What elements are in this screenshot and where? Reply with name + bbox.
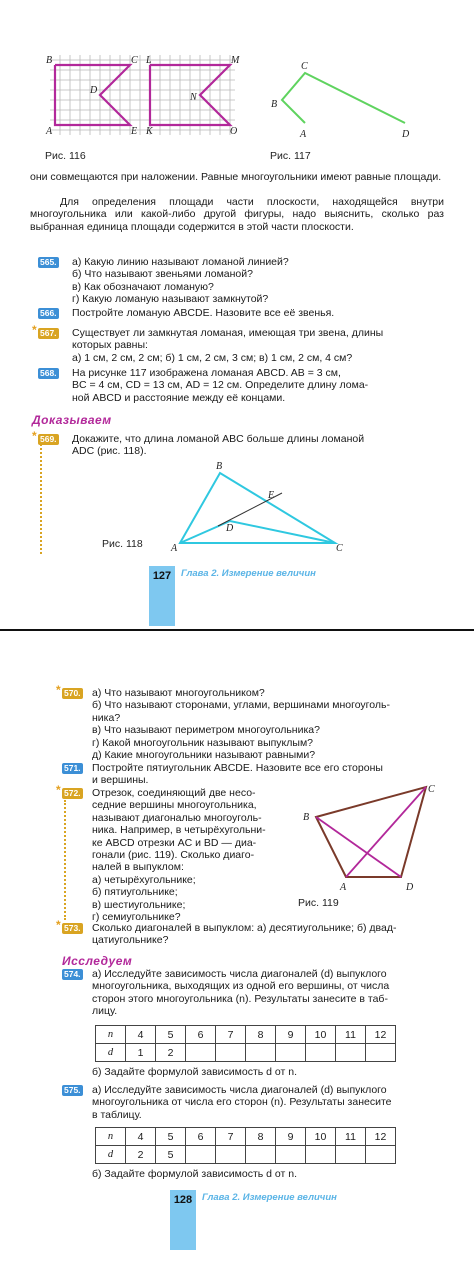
figure-117 [260, 55, 420, 145]
table-cell [366, 1044, 396, 1062]
fig116-label-m: M [231, 55, 240, 66]
exercise-571-line-2: и вершины. [92, 774, 149, 787]
table-cell: 11 [336, 1026, 366, 1044]
table-cell [186, 1146, 216, 1164]
exercise-568-line-3: ной ABCD и расстояние между её концами. [72, 391, 286, 404]
table-cell: 9 [276, 1128, 306, 1146]
exercise-575-table [95, 1127, 396, 1164]
exercise-565-number: 565. [40, 257, 57, 267]
fig117-label-d: D [402, 129, 410, 140]
exercise-572-dotted-rule [64, 800, 66, 920]
table-cell: 6 [186, 1128, 216, 1146]
page-footer-128 [170, 1190, 337, 1250]
table-cell [246, 1044, 276, 1062]
page-footer-127 [149, 566, 316, 626]
exercise-573 [92, 922, 440, 947]
table-cell: 7 [216, 1128, 246, 1146]
fig118-label-b: B [216, 461, 223, 472]
exercise-573-line-1: Сколько диагоналей в выпуклом: а) десятиугольнике; б) двад- [92, 922, 397, 934]
fig119-label-c: C [428, 784, 435, 795]
exercise-574 [92, 968, 440, 1018]
exercise-572-line-1: Отрезок, соединяющий две несо- [92, 787, 256, 799]
page-number-127: 127 [149, 566, 175, 626]
table-cell: 8 [246, 1128, 276, 1146]
polyline-abcd [282, 73, 405, 123]
exercise-575-line-2: многоугольника от числа его сторон (n). Результаты занесите [92, 1096, 392, 1109]
fig117-label-a: A [300, 129, 307, 140]
exercise-574-part-b: б) Задайте формулой зависимость d от n. [92, 1066, 297, 1078]
fig117-label-c: C [301, 61, 308, 72]
figure-116 [40, 50, 250, 145]
exercise-572-line-6: гонали (рис. 119). Сколько диаго- [92, 849, 255, 862]
fig117-caption: Рис. 117 [270, 150, 311, 162]
table-cell: n [96, 1128, 126, 1146]
polyline-adc [180, 521, 335, 543]
fig118-label-a: A [171, 543, 178, 554]
exercise-572-line-7: налей в выпуклом: [92, 861, 184, 874]
exercise-569-line-2: ADC (рис. 118). [72, 445, 147, 458]
exercise-572-d: г) семиугольнике? [92, 911, 181, 924]
exercise-570-b-cont: ника? [92, 711, 121, 724]
table-cell: 8 [246, 1026, 276, 1044]
table-cell: 9 [276, 1026, 306, 1044]
fig118-label-e: E [268, 490, 275, 501]
page-128 [0, 632, 474, 1261]
exercise-574-number: 574. [64, 969, 81, 979]
table-cell: d [96, 1044, 126, 1062]
table-cell: 5 [156, 1026, 186, 1044]
table-cell: 2 [156, 1044, 186, 1062]
exercise-573-number: * 573. [62, 923, 83, 934]
fig116-label-b: B [46, 55, 53, 66]
figure-118 [160, 458, 360, 558]
section-header-prove: Доказываем [32, 413, 112, 427]
exercise-567-number: * 567. [38, 328, 59, 339]
fig119-label-d: D [406, 882, 414, 892]
fig118-caption: Рис. 118 [102, 538, 143, 550]
exercise-572-line-2: седние вершины многоугольника, [92, 799, 257, 812]
section-dotted-rule [40, 444, 42, 554]
table-cell: 12 [366, 1128, 396, 1146]
exercise-570 [92, 687, 440, 761]
fig116-label-c: C [131, 55, 138, 66]
exercise-575-part-b: б) Задайте формулой зависимость d от n. [92, 1168, 297, 1180]
exercise-574-line-1: а) Исследуйте зависимость числа диагоналей (d) выпуклого [92, 968, 387, 980]
table-cell: 12 [366, 1026, 396, 1044]
exercise-570-d: г) Какой многоугольник называют выпуклым? [92, 736, 313, 749]
exercise-572 [92, 787, 292, 923]
section-header-research: Исследуем [62, 954, 133, 968]
fig116-label-o: O [230, 126, 238, 137]
fig116-label-n: N [190, 92, 197, 103]
exercise-574-line-3: сторон этого многоугольника (n). Результаты занесите в таб- [92, 992, 388, 1005]
exercise-574-table [95, 1025, 396, 1062]
exercise-572-a: а) четырёхугольнике; [92, 873, 196, 886]
exercise-571-line-1: Постройте пятиугольник ABCDE. Назовите все его стороны [92, 762, 383, 774]
table-cell [246, 1146, 276, 1164]
table-cell [276, 1044, 306, 1062]
exercise-568-line-2: BC = 4 см, CD = 13 см, AD = 12 см. Определите длину лома- [72, 379, 369, 392]
fig119-label-a: A [340, 882, 347, 892]
footer-chapter-title-128: Глава 2. Измерение величин [202, 1191, 337, 1203]
table-cell: 10 [306, 1128, 336, 1146]
exercise-575-line-1: а) Исследуйте зависимость числа диагоналей (d) выпуклого [92, 1084, 387, 1096]
table-cell [306, 1044, 336, 1062]
exercise-572-c: в) шестиугольнике; [92, 898, 186, 911]
fig116-label-a: A [46, 126, 53, 137]
fig119-label-b: B [303, 812, 310, 823]
diagonal-bd [316, 817, 401, 877]
fig116-label-d: D [90, 85, 98, 96]
table-cell: 5 [156, 1146, 186, 1164]
exercise-574-line-4: лицу. [92, 1005, 118, 1018]
exercise-568 [72, 367, 452, 404]
exercise-567-line-1: Существует ли замкнутая ломаная, имеющая три звена, длины [72, 327, 384, 339]
exercise-572-line-5: ке ABCD отрезки AC и BD — диа- [92, 836, 257, 849]
fig118-label-c: C [336, 543, 343, 554]
footer-chapter-title-127: Глава 2. Измерение величин [181, 567, 316, 579]
fig116-label-k: K [146, 126, 153, 137]
table-cell: 6 [186, 1026, 216, 1044]
table-cell [306, 1146, 336, 1164]
table-row-n [96, 1128, 396, 1146]
quadrilateral-abcd [316, 787, 426, 877]
table-cell: d [96, 1146, 126, 1164]
table-row-n [96, 1026, 396, 1044]
exercise-575 [92, 1084, 440, 1121]
table-cell: 4 [126, 1128, 156, 1146]
exercise-570-number: * 570. [62, 688, 83, 699]
exercise-568-line-1: На рисунке 117 изображена ломаная ABCD. AB = 3 см, [72, 367, 341, 379]
exercise-565-d: г) Какую ломаную называют замкнутой? [72, 293, 269, 306]
paragraph-area-definition: Для определения площади части плоскости, находящейся внутри многоугольника или какой-либо другой фигуры, надо выяснить, сколько раз выбранная единица площади содержится в этой части плоскости. [30, 196, 444, 233]
page-number-128: 128 [170, 1190, 196, 1250]
table-cell: 1 [126, 1044, 156, 1062]
exercise-575-number: 575. [64, 1085, 81, 1095]
exercise-565-c: в) Как обозначают ломаную? [72, 280, 214, 293]
table-cell: 10 [306, 1026, 336, 1044]
exercise-569 [72, 433, 452, 458]
table-cell [336, 1146, 366, 1164]
table-cell [186, 1044, 216, 1062]
table-cell: 4 [126, 1026, 156, 1044]
exercise-570-b: б) Что называют сторонами, углами, вершинами многоуголь- [92, 699, 390, 712]
table-cell: 7 [216, 1026, 246, 1044]
fig117-label-b: B [271, 99, 278, 110]
table-cell: 11 [336, 1128, 366, 1146]
exercise-575-line-3: в таблицу. [92, 1108, 142, 1121]
table-cell [366, 1146, 396, 1164]
exercise-570-c: в) Что называют периметром многоугольника? [92, 724, 320, 737]
table-cell: n [96, 1026, 126, 1044]
table-row-d [96, 1146, 396, 1164]
exercise-570-a: а) Что называют многоугольником? [92, 687, 265, 699]
exercise-572-number: * 572. [62, 788, 83, 799]
table-cell [276, 1146, 306, 1164]
figure-119 [296, 782, 446, 892]
exercise-566-text: Постройте ломаную ABCDE. Назовите все её звенья. [72, 307, 335, 319]
exercise-567-line-3: а) 1 см, 2 см, 2 см; б) 1 см, 2 см, 3 см; в) 1 см, 2 см, 4 см? [72, 351, 353, 364]
table-cell [216, 1044, 246, 1062]
exercise-572-line-3: называют диагональю многоуголь- [92, 811, 262, 824]
exercise-565-a: а) Какую линию называют ломаной линией? [72, 256, 289, 268]
exercise-570-e: д) Какие многоугольники называют равными? [92, 749, 316, 762]
fig118-label-d: D [226, 523, 234, 534]
exercise-569-number: * 569. [38, 434, 59, 445]
exercise-574-line-2: многоугольника, выходящих из одной его вершины, от числа [92, 980, 390, 993]
exercise-566-number: 566. [40, 308, 57, 318]
paragraph-equal-polygons: они совмещаются при наложении. Равные многоугольники имеют равные площади. [30, 171, 442, 183]
page-divider [0, 629, 474, 631]
fig116-label-l: L [146, 55, 152, 66]
exercise-568-number: 568. [40, 368, 57, 378]
fig116-label-e: E [131, 126, 138, 137]
exercise-565-b: б) Что называют звеньями ломаной? [72, 268, 253, 281]
exercise-573-line-2: цатиугольнике? [92, 934, 169, 947]
fig116-caption: Рис. 116 [45, 150, 86, 162]
exercise-572-line-4: ника. Например, в четырёхугольни- [92, 824, 266, 837]
table-cell: 5 [156, 1128, 186, 1146]
table-row-d [96, 1044, 396, 1062]
exercise-565 [72, 256, 452, 306]
table-cell [216, 1146, 246, 1164]
exercise-567-line-2: которых равны: [72, 339, 148, 352]
exercise-569-line-1: Докажите, что длина ломаной ABC больше длины ломаной [72, 433, 365, 445]
fig119-caption: Рис. 119 [298, 897, 339, 909]
exercise-567 [72, 327, 452, 364]
exercise-571-number: 571. [64, 763, 81, 773]
table-cell [336, 1044, 366, 1062]
exercise-572-b: б) пятиугольнике; [92, 886, 178, 899]
table-cell: 2 [126, 1146, 156, 1164]
page-127 [0, 0, 474, 630]
